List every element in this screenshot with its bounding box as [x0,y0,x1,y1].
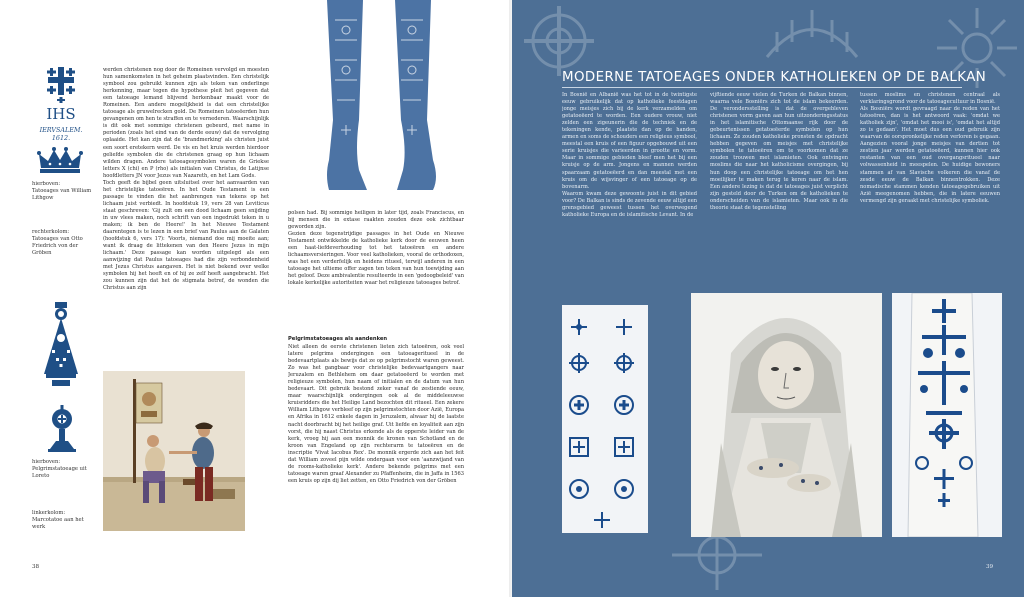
tattoo-symbols-icon [562,305,648,533]
caption-marcotatoe: linkerkolom: Marcotatoe aan het werk [32,510,84,530]
year-text: 1612. [51,134,71,142]
pilgrim-subhead: Pelgrimstatoeages als aandenken [288,336,388,342]
title-underline [562,87,962,88]
marco-tattoo-painting [103,371,245,531]
right-column-1-text: In Bosnië en Albanië was het tot in de twintigste eeuw gebruikelijk dat op katholieke feestdagen jonge meisjes zich bij de kerk verzamelden om getatoeëerd te worden. Een oudere vrouw, niet zelden een zigeunerin die de techniek en de tekeningen kende, plaatste dan op de handen, armen en soms de schouders een religieus symbool, meestal een kruis of een figuur opgebouwd uit een serie kruisjes die varieerden in grootte en vorm. Maar in sommige gebieden bleef men het bij een kruisje op de arm. Jongens en mannen werden spaarzaam getatoeëerd en dan meestal met een kruis om de wijsvinger of een tatoeage op de bovenarm. Waarom kwam deze gewoonte juist in dit gebied voor? De Balkan is sinds de zevende eeuw altijd een grensgebied geweest tussen het overwegend katholieke Europa en de islamitische Levant. In de [562,92,697,218]
left-column-2-bottom-text: Niet alleen de eerste christenen lieten zich tatoeëren, ook veel latere pelgrims ondergingen een tatoeageritueel in de bedevaartplaats als bewijs dat ze op pelgrimstocht waren geweest. Zo was het gangbaar voor christelijke bedevaartgangers naar Jeruzalem en Bethlehem om daar getatoeëerd te worden met religieuze symbolen, hun naam of initialen en de datum van hun bedevaart. Dit gebruik bestond zeker vanaf de zestiende eeuw, maar waarschijnlijk ondergingen ook al de middeleeuwse kruisridders die het Heilige Land bezochten dit ritueel. Een zekere William Lithgow verbleef op zijn pelgrimstochten door Azië, Europa en Afrika in 1612 enkele dagen in Jeruzalem, alwaar hij de laatste nacht doorbracht bij het heilige graf. Uit liefde en loyaliteit aan zijn vorst, die hij naast Christus erkende als de opperste leider van de kerk, vroeg hij aan een monnik de kronen van Schotland en de kroon van Engeland op zijn rechterarm te tatoeëren en de inscriptie 'Vivat Iacobus Rex'. De monnik ergerde zich aan het feit dat William zoveel pijn wilde ondergaan voor een 'aanzwijand van de rooms-katholieke kerk'. Andere bekende pelgrims met een tatoeage waren graaf Alexander zu Pfaffenheim, die in Jaffa in 1563 een kruis op zijn dij liet zetten, en Otto Friedrich von der Gröben [288,344,464,484]
right-column-3-text: tussen moslims en christenen centraal als verklaringsgrond voor de tatoeagecultuur in Bosnië. Als Bosniërs wordt gevraagd naar de reden van het tatoeëren, dan is het antwoord vaak: 'omdat we katholiek zijn', 'omdat het mooi is', 'omdat het altijd zo is gedaan'. Het moet dus een oud gebruik zijn waarvan de oorspronkelijke reden verloren is gegaan. Aangezien vooral jonge meisjes van dertien tot zestien jaar werden getatoeëerd, kunnen hier ook restanten van een oud overgangsritueel naar volwassenheid in meespelen. De huidige bewoners stammen af van Slavische volkeren die vanaf de zesde eeuw de Balkan binnentrokken. Deze nomadische stammen kenden tatoeagegebruiken uit Azië meegenomen hebben, die in latere eeuwen vermengd zijn geraakt met christelijke symboliek. [860,92,1000,204]
right-column-2-text: vijftiende eeuw vielen de Turken de Balkan binnen, waarna vele Bosniërs zich tot de islam bekeerden. De verondersstelling is dat de overgebleven christenen vorm gaven aan hun uitzonderingsstatus in het islamitische Ottomaanse rijk door de gebeurtenissen getatoeëerde symbolen op hun lichaam. Ze zouden katholieke pronsten de opdracht hebben gegeven om meisjes met christelijke symbolen te tatoeëren om te voorkomen dat ze zouden trouwen met islamieten. Ook ontvingen moslims die naar het katholicisme overgingen, bij hun doop een christelijke tatoeage om het hen moeilijker te maken terug te keren naar de islam. Een andere lezing is dat de tatoeages juist verplicht zijn gesteld door de Turken om de katholieken te onderscheiden van de islamieten. Maar ook in die theorie staat de tegenstelling [710,92,848,211]
tattooed-woman-portrait [691,293,882,537]
madonna-tattoo [36,302,86,388]
arm-tattoo-panel [892,293,1002,537]
tattoo-patterns-panel-1 [562,305,648,533]
monstrance-icon [42,405,82,453]
caption-groben: rechterkolom: Tatoeages van Otto Friedrich von der Gröben [32,229,83,256]
right-page [512,0,1024,597]
left-column-2-top-text: polsen had. Bij sommige heiligen in later tijd, zoals Franciscus, en bij mensen die in extase raakten zouden deze ook zichtbaar geworden zijn. Gezien deze tegenstrijdige passages in het Oude en Nieuwe Testament ontwikkelde de katholieke kerk door de eeuwen heen een haat-liefdeverhouding tot het tatoeëren en andere lichaamsversieringen. Voor veel katholieken, vooral de orthodoxen, was het een verderfelijk en heidens ritueel, terwijl anderen in een tatoeage het ultieme offer zagen ten teken van hun toewijding aan het geloof. Deze ambivalentie resulteerde in een 'gedoogbeleid' van lokale kerkelijke autoriteiten waar het religieuze tatoeages betrof. [288,210,464,287]
monstrance-tattoo [42,405,82,453]
crown-icon [35,146,85,176]
crown-emblem [35,146,85,176]
caption-lithgow: hierboven: Tatoeages van William Lithgow [32,181,92,201]
caption-loreto: hierboven: Pelgrimstatoeage uit Loreto [32,459,87,479]
left-column-1-text: werden christenen nog door de Romeinen vervolgd en moesten hun samenkomsten in het geheim plaatsvinden. Een christelijk symbool zou gebruikt kunnen zijn als teken van onderlinge herkenning, maar tegen die hypothese pleit het gegeven dat een tatoeage lemand blijvend herkenbaar maakt voor de Romeinen. Een andere mogelijkheid is dat een christelijke tatoeage als gruwelrecken gold. De Romeinen tatoeëerden hun gevangenen om hen te straffen en te vernederen. Waarschijnlijk is dit ook met sommige christenen gebeurd, met name in perioden (zoals het eind van de derde eeuw) dat de vervolging oplaaide. Het kan zijn dat de 'brandmerking' als christen juist een soort eretekern werd. De vis en het kruis werden hierdoor geliefde symbolen die de christenen graag op hun lichaam wilden dragen. Andere tatoeagesymbolen waren de Griekse letters X (chi) en P (rho) als initialen van Christus, de Latijnse hoofdletters JN voor Jezus van Nazareth, en het Lam Gods. Toch geeft de bijbel geen uitsluitsel over het aanvaarden van het christelijke tatoeëren. In het Oude Testament is een passage te vinden die het aanbrengen van tekens op het lichaam juist verbiedt. In hoofdstuk 19, vers 28 van Leviticus staat geschreven: 'Gij zult om een dood lichaam geen snijding in uw vlees maken, noch schrift van een ingedrukt teken in u maken; ik ben de Heere!' In het Nieuwe Testament daarentegen is te lezen in een brief van Paulus aan de Galaten (hoofdstuk 6, vers 17): 'Voorts, niemand doe mij moeite aan; want ik draag de littekenen van den Heere Jezus in mijn lichaam.' Deze passage kan worden uitgelegd als een aanwijzing dat Paulus tatoeages had die zijn verbondenheid met Jezus Christus aangaven. Het is niet bekend over welke symbolen hij het heeft en of hij ze zelf heeft aangebracht. Het zou kunnen zijn dat het de stigmata betref, de wonden die Christus aan zijn [103,67,269,292]
right-page-number: 39 [986,564,994,570]
jerusalem-text: IERVSALEM. [39,126,83,134]
legs-illustration [315,0,465,196]
decorative-fern-motif-icon [757,2,867,62]
madonna-icon [36,302,86,388]
left-page-number: 38 [32,564,40,570]
page-title: MODERNE TATOEAGES ONDER KATHOLIEKEN OP DE BALKAN [562,70,987,85]
decorative-circle-motif-icon [524,6,594,76]
ihs-text: IHS [46,105,76,123]
ihs-jerusalem-emblem [36,65,86,155]
